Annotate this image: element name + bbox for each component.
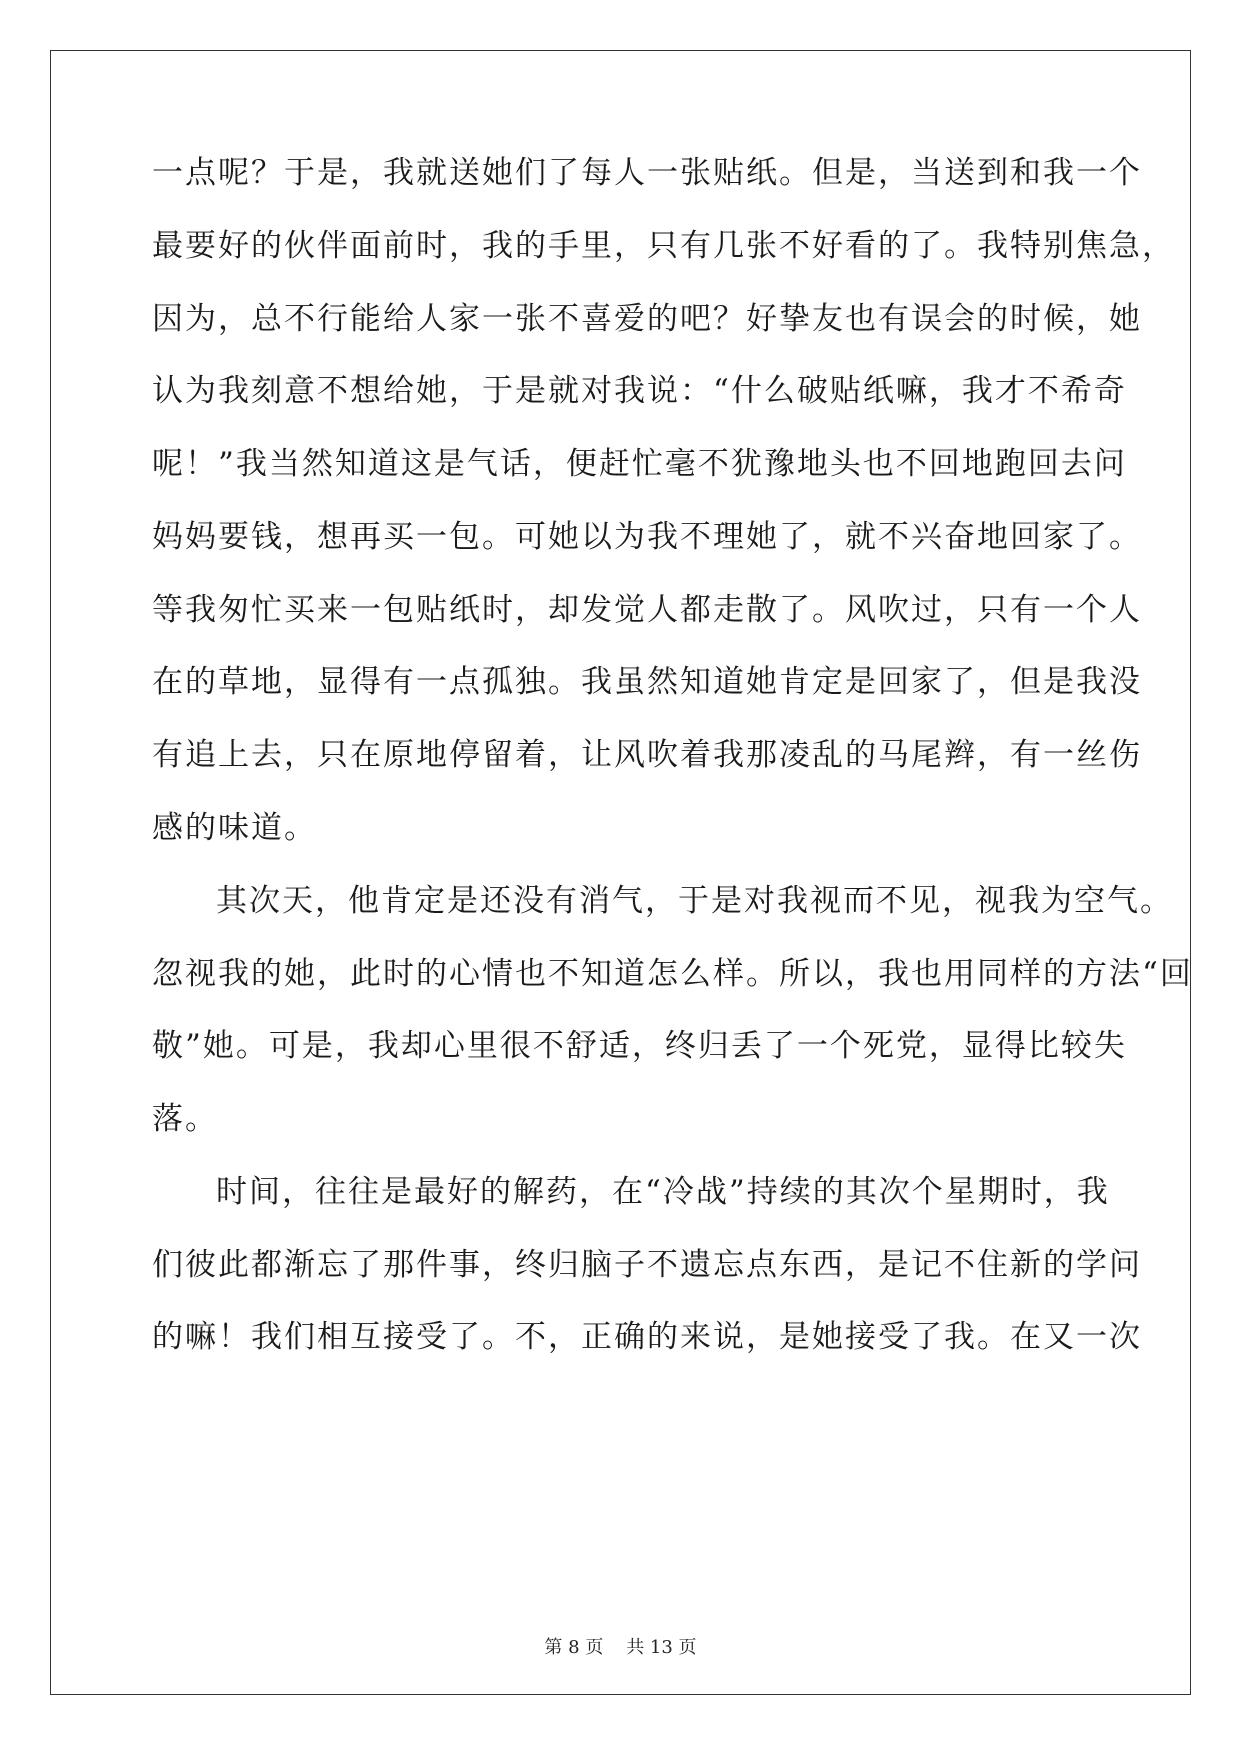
- text-line: 等我匆忙买来一包贴纸时，却发觉人都走散了。风吹过，只有一个人: [152, 592, 1142, 628]
- text-line: 在的草地，显得有一点孤独。我虽然知道她肯定是回家了，但是我没: [152, 664, 1142, 700]
- text-line: 一点呢？于是，我就送她们了每人一张贴纸。但是，当送到和我一个: [152, 155, 1142, 191]
- text-line: 最要好的伙伴面前时，我的手里，只有几张不好看的了。我特别焦急，: [152, 228, 1175, 264]
- text-line: 感的味道。: [152, 810, 317, 846]
- text-line: 呢！”我当然知道这是气话，便赶忙毫不犹豫地头也不回地跑回去问: [152, 446, 1127, 482]
- paragraph-start-line: 时间，往往是最好的解药，在“冷战”持续的其次个星期时，我: [216, 1174, 1110, 1210]
- text-line: 们彼此都渐忘了那件事，终归脑子不遗忘点东西，是记不住新的学问: [152, 1247, 1142, 1283]
- text-line: 的嘛！我们相互接受了。不，正确的来说，是她接受了我。在又一次: [152, 1319, 1142, 1355]
- text-line: 认为我刻意不想给她，于是就对我说：“什么破贴纸嘛，我才不希奇: [152, 373, 1127, 409]
- text-line: 落。: [152, 1101, 218, 1137]
- text-line: 有追上去，只在原地停留着，让风吹着我那凌乱的马尾辫，有一丝伤: [152, 737, 1142, 773]
- paragraph-start-line: 其次天，他肯定是还没有消气，于是对我视而不见，视我为空气。: [216, 883, 1173, 919]
- text-line: 因为，总不行能给人家一张不喜爱的吧？好挚友也有误会的时候，她: [152, 301, 1142, 337]
- text-line: 忽视我的她，此时的心情也不知道怎么样。所以，我也用同样的方法“回: [152, 956, 1193, 992]
- page-number-footer: 第 8 页 共 13 页: [544, 1637, 697, 1658]
- text-line: 妈妈要钱，想再买一包。可她以为我不理她了，就不兴奋地回家了。: [152, 519, 1142, 555]
- text-line: 敬”她。可是，我却心里很不舒适，终归丢了一个死党，显得比较失: [152, 1028, 1127, 1064]
- body-text: [152, 148, 1193, 1548]
